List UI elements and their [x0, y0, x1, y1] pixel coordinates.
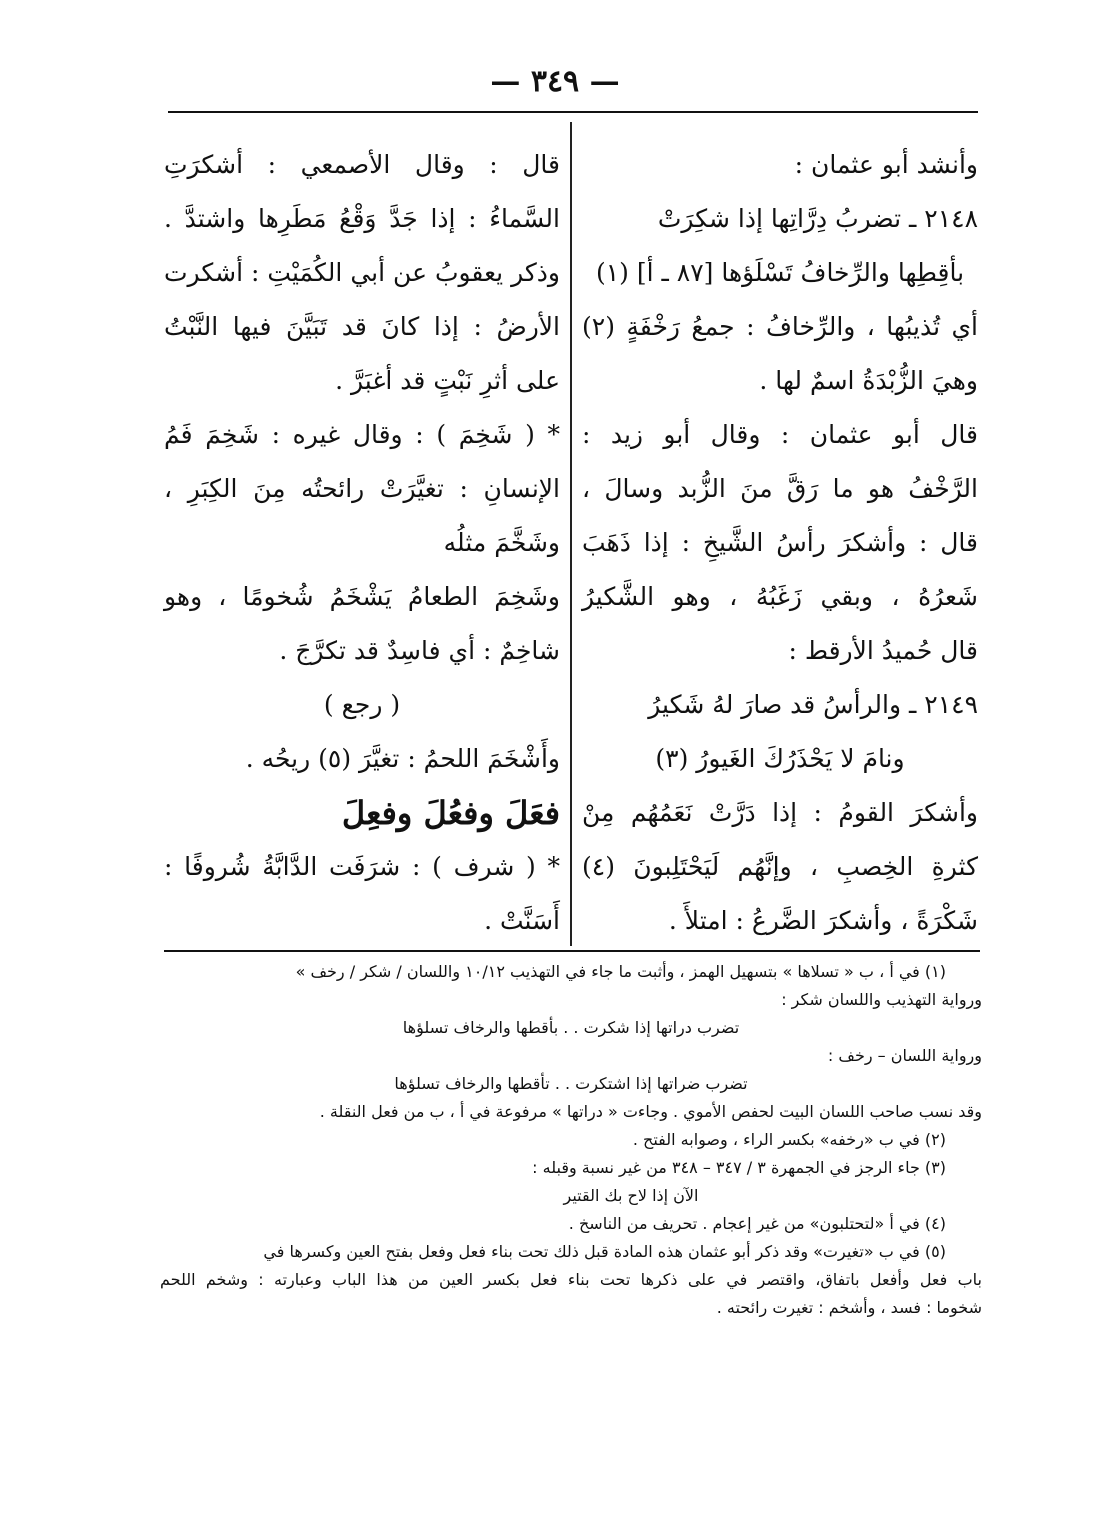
right-column-line-14: كثرةِ الخِصبِ ، وإنَّهُم لَيَحْتَلِبونَ (٤)	[582, 852, 978, 881]
right-column-line-8: قال : وأشكرَ رأسُ الشَّيخِ : إذا ذَهَبَ	[582, 528, 978, 557]
footnote-line-5: تضرب ضراتها إذا اشتكرت . . تأقطها والرخاف تسلؤها	[394, 1074, 748, 1093]
right-column-line-7: الرَّخْفُ هو ما رَقَّ منَ الزُّبد وسالَ ،	[582, 474, 978, 503]
right-column-line-11: ٢١٤٩ ـ والرأسُ قد صارَ لهُ شَكيرُ	[648, 690, 978, 719]
right-column-line-10: قال حُميدُ الأرقط :	[788, 636, 978, 665]
column-divider	[570, 122, 572, 946]
footnote-line-6: وقد نسب صاحب اللسان البيت لحفص الأموي . وجاءت « دراتها » مرفوعة في أ ، ب من فعل النقلة .	[319, 1102, 982, 1121]
right-column-line-12: ونامَ لا يَحْذَرُكَ الغَيورُ (٣)	[655, 744, 905, 773]
right-column-line-2: ٢١٤٨ ـ تضربُ دِرَّاتِها إذا شكِرَتْ	[657, 204, 978, 233]
left-column-line-15: أَسَنَّتْ .	[484, 906, 560, 935]
footnote-line-1: (١) في أ ، ب « تسلاها » بتسهيل الهمز ، وأثبت ما جاء في التهذيب ١٠/١٢ واللسان / شكر / رخف »	[295, 962, 946, 981]
footnote-line-10: (٤) في أ «لتحتلبون» من غير إعجام . تحريف من الناسخ .	[568, 1214, 946, 1233]
left-column-line-13: فعَلَ وفعُلَ وفعِلَ	[341, 794, 560, 832]
left-column-line-14: * ( شرف ) : شرَفَت الدَّابَّةُ شُروفًا :	[164, 852, 560, 881]
right-column-line-13: وأشكرَ القومُ : إذا دَرَّتْ نَعَمُهُم مِنْ	[582, 798, 978, 827]
left-column-line-5: على أثرِ نَبْتٍ قد أغبَرَّ .	[335, 366, 560, 395]
right-column-line-5: وهيَ الزُّبْدَةُ اسمٌ لها .	[759, 366, 978, 395]
left-column-line-8: وشَخَّمَ مثلُه	[443, 528, 560, 557]
right-column-line-6: قال أبو عثمان : وقال أبو زيد :	[582, 420, 978, 449]
footnote-line-8: (٣) جاء الرجز في الجمهرة ٣ / ٣٤٧ – ٣٤٨ من غير نسبة وقبله :	[532, 1158, 946, 1177]
footnote-line-11: (٥) في ب «تغيرت» وقد ذكر أبو عثمان هذه المادة قبل ذلك تحت بناء فعل وفعل بفتح العين وكسرها في	[263, 1242, 946, 1261]
footnote-line-13: شخوما : فسد ، وأشخم : تغيرت رائحته .	[716, 1298, 982, 1317]
left-column-line-9: وشَخِمَ الطعامُ يَشْخَمُ شُخومًا ، وهو	[164, 582, 560, 611]
right-column-line-4: أي تُذيبُها ، والرِّخافُ : جمعُ رَخْفَةٍ (٢)	[582, 312, 978, 341]
footnotes	[160, 958, 982, 1322]
left-column-line-7: الإنسانِ : تغيَّرَتْ رائحتُه مِنَ الكِبَرِ ،	[164, 474, 560, 503]
left-column-line-12: وأَشْخَمَ اللحمُ : تغيَّرَ (٥) ريحُه .	[245, 744, 560, 773]
left-column-line-10: شاخِمٌ : أي فاسِدٌ قد تكرَّجَ .	[279, 636, 560, 665]
right-column	[582, 138, 978, 948]
right-column-line-9: شَعرُهُ ، وبقي زَغَبُهُ ، وهو الشَّكيرُ	[582, 582, 978, 611]
page-number: — ٣٤٩ —	[490, 64, 620, 99]
right-column-line-1: وأنشد أبو عثمان :	[794, 150, 978, 179]
left-column-line-11: ( رجع )	[323, 690, 401, 719]
left-column	[164, 138, 560, 948]
right-column-line-15: شَكْرَةً ، وأشكرَ الضَّرعُ : امتلأَ .	[668, 906, 978, 935]
left-column-line-1: قال : وقال الأصمعي : أشكرَتِ	[164, 150, 560, 179]
footnote-line-7: (٢) في ب «رخفه» بكسر الراء ، وصوابه الفتح .	[632, 1130, 946, 1149]
footnote-line-3: تضرب دراتها إذا شكرت . . بأقطها والرخاف تسلؤها	[402, 1018, 740, 1037]
right-column-line-3: بأقِطِها والرِّخافُ تَسْلَؤها [٨٧ ـ أ] (١)	[595, 258, 965, 287]
footnote-line-9: الآن إذا لاح بك القتير	[563, 1186, 699, 1205]
left-column-line-3: وذكر يعقوبُ عن أبي الكُمَيْتِ : أشكرت	[164, 258, 560, 287]
footnote-line-2: ورواية التهذيب واللسان شكر :	[781, 990, 982, 1009]
header-rule	[168, 111, 978, 113]
left-column-line-4: الأرضُ : إذا كانَ قد تَبَيَّنَ فيها النَّبْتُ	[164, 312, 560, 341]
left-column-line-2: السَّماءُ : إذا جَدَّ وَقْعُ مَطَرِها واشتدَّ .	[164, 204, 560, 233]
footnote-line-12: باب فعل وأفعل باتفاق، واقتصر في على ذكرها تحت بناء فعل بكسر العين من هذا الباب وعبارته : وشخم اللحم	[160, 1270, 982, 1289]
left-column-line-6: * ( شَخِمَ ) : وقال غيره : شَخِمَ فَمُ	[164, 420, 560, 449]
footnote-rule	[164, 950, 980, 952]
footnote-line-4: ورواية اللسان – رخف :	[827, 1046, 982, 1065]
